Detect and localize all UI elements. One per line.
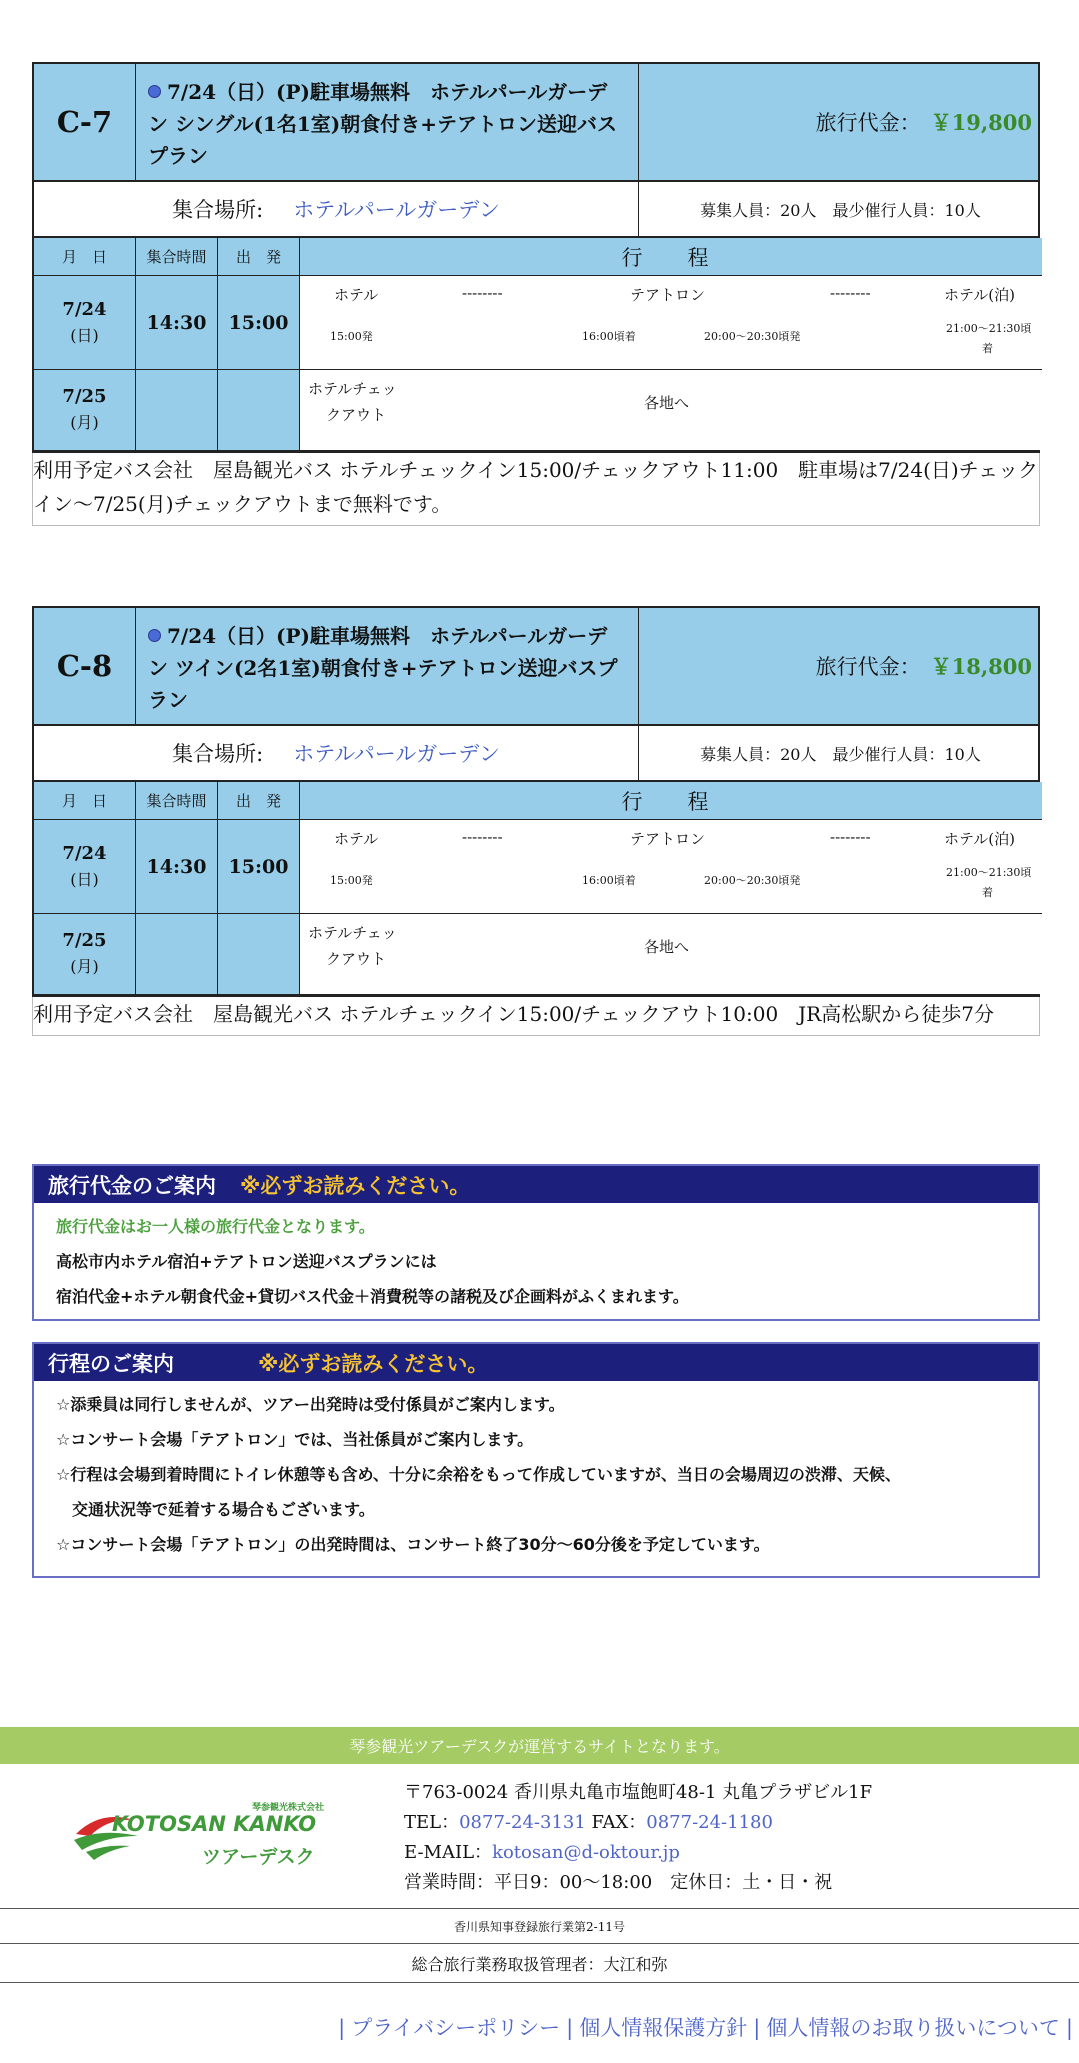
day2-route [300,914,1042,994]
day1-route [300,276,1042,370]
divider [0,1908,1079,1909]
itinerary-info-title: 行程のご案内 [48,1351,174,1376]
privacy-policy-link[interactable]: プライバシーポリシー [351,2016,561,2040]
logo-small-text: 琴参観光株式会社 [252,1803,325,1813]
fax-label: FAX： [585,1812,647,1833]
schedule-table [32,238,1040,453]
price-label: 旅行代金： [815,655,921,679]
dest-text: 各地へ [644,394,690,412]
time-return: 21:00〜21:30頃 [946,866,1032,879]
th-depart: 出 発 [218,238,300,276]
plan-note: 利用予定バス会社 屋島観光バス ホテルチェックイン15:00/チェックアウト10:00 JR高松駅から徒歩7分 [32,997,1040,1036]
meeting-label: 集合場所: [172,742,264,766]
plan-title-text: 7/24（日）(P)駐車場無料 ホテルパールガーデン ツイン(2名1室)朝食付き+テアトロン送迎バスプラン [148,624,618,712]
day2-gather [136,370,218,450]
itinerary-info-body [34,1381,1038,1562]
company-logo[interactable] [72,1800,332,1872]
route-dash: -------- [462,284,503,302]
fee-info-title: 旅行代金のご案内 [48,1173,216,1198]
price-cell [639,608,1042,724]
day2-gather [136,914,218,994]
email-label: E-MAIL： [404,1842,493,1863]
time-return-2: 着 [982,342,993,355]
meeting-cell [34,182,639,236]
th-depart: 出 発 [218,782,300,820]
itinerary-info-heading [34,1344,1038,1381]
day2-date-text: 7/25 [62,930,107,951]
logo-main-text: KOTOSAN KANKO [112,1812,317,1836]
link-separator: | [566,2016,574,2040]
day1-dow: (日) [70,325,99,345]
th-itinerary: 行 程 [300,238,1042,276]
checkout-text: ホテルチェッ [308,380,397,398]
route-dash: -------- [462,828,503,846]
day2-dow: (月) [70,413,99,432]
day2-date [34,914,136,994]
day2-route [300,370,1042,450]
stop-teatron: テアトロン [630,830,706,848]
fee-info-line: 宿泊代金+ホテル朝食代金+貸切バス代金＋消費税等の諸税及び企画料がふくまれます。 [56,1287,689,1306]
fax-link[interactable]: 0877-24-1180 [646,1812,773,1833]
footer-links [332,2012,1079,2042]
tel-label: TEL： [404,1812,460,1833]
company-contact [404,1778,872,1898]
price-label: 旅行代金： [815,111,921,135]
price-cell [639,64,1042,180]
plan-title[interactable] [136,608,639,724]
stop-teatron: テアトロン [630,286,706,304]
plan-title[interactable] [136,64,639,180]
fee-info-box [32,1164,1040,1321]
checkout-text: ホテルチェッ [308,924,397,942]
fee-info-warning: ※必ずお読みください。 [240,1173,471,1198]
capacity-text: 募集人員：20人 最少催行人員：10人 [700,744,981,764]
day2-depart [218,370,300,450]
checkout-text-2: クアウト [326,950,387,968]
day2-dow: (月) [70,957,99,976]
meeting-row [32,726,1040,782]
itinerary-info-line: ☆行程は会場到着時間にトイレ休憩等も含め、十分に余裕をもって作成していますが、当日の会場周辺の渋滞、天候、 [56,1465,901,1484]
day1-route [300,820,1042,914]
itinerary-info-line: ☆コンサート会場「テアトロン」の出発時間は、コンサート終了30分〜60分後を予定しています。 [56,1535,770,1554]
fee-info-heading [34,1166,1038,1203]
manager-text: 総合旅行業務取扱管理者：大江和弥 [411,1954,668,1974]
day2-date-text: 7/25 [62,386,107,407]
price-value: ￥19,800 [930,110,1032,135]
divider [0,1982,1079,1983]
itinerary-info-warning: ※必ずお読みください。 [258,1351,489,1376]
address-text: 〒763-0024 香川県丸亀市塩飽町48-1 丸亀プラザビル1F [404,1782,873,1803]
plan-header [32,606,1040,726]
day1-date-text: 7/24 [62,842,107,864]
dest-text: 各地へ [644,938,690,956]
th-gather: 集合時間 [136,238,218,276]
th-date: 月 日 [34,782,136,820]
plan-c7 [32,62,1040,526]
bullet-icon [148,85,161,98]
route-dash: -------- [830,828,871,846]
registration-text: 香川県知事登録旅行業第2-11号 [454,1919,625,1934]
day1-gather: 14:30 [136,276,218,370]
day1-dow: (日) [70,869,99,889]
time-depart: 15:00発 [330,874,373,887]
day1-date [34,820,136,914]
meeting-row [32,182,1040,238]
meeting-place: ホテルパールガーデン [293,742,500,766]
fee-info-body [34,1203,1038,1314]
route-dash: -------- [830,284,871,302]
plan-header [32,62,1040,182]
itinerary-info-box [32,1342,1040,1578]
meeting-label: 集合場所: [172,198,264,222]
phone-line [404,1808,872,1838]
personal-info-policy-link[interactable]: 個人情報保護方針 [579,2016,748,2040]
itinerary-info-line: ☆コンサート会場「テアトロン」では、当社係員がご案内します。 [56,1430,534,1449]
link-separator: | [753,2016,761,2040]
email-line [404,1838,872,1868]
footer-banner: 琴参観光ツアーデスクが運営するサイトとなります。 [0,1727,1079,1764]
plan-code: C-7 [34,64,136,180]
th-date: 月 日 [34,238,136,276]
itinerary-info-line: ☆添乗員は同行しませんが、ツアー出発時は受付係員がご案内します。 [56,1395,565,1414]
link-separator: | [1065,2016,1073,2040]
link-separator: | [338,2016,346,2040]
day1-date-text: 7/24 [62,298,107,320]
meeting-cell [34,726,639,780]
th-gather: 集合時間 [136,782,218,820]
day2-depart [218,914,300,994]
day2-date [34,370,136,450]
divider [0,1943,1079,1944]
email-link[interactable]: kotosan@d-oktour.jp [492,1842,680,1863]
fee-info-line: 旅行代金はお一人様の旅行代金となります。 [56,1217,375,1236]
time-return: 21:00〜21:30頃 [946,322,1032,335]
bullet-icon [148,629,161,642]
fee-info-line: 高松市内ホテル宿泊+テアトロン送迎バスプランには [56,1252,437,1271]
logo-sub-text: ツアーデスク [202,1846,315,1868]
day1-depart: 15:00 [218,276,300,370]
plan-note: 利用予定バス会社 屋島観光バス ホテルチェックイン15:00/チェックアウト11:00 駐車場は7/24(日)チェックイン〜7/25(月)チェックアウトまで無料です。 [32,453,1040,526]
tel-link[interactable]: 0877-24-3131 [459,1812,586,1833]
plan-code: C-8 [34,608,136,724]
stop-hotel-stay: ホテル(泊) [944,830,1015,848]
itinerary-info-line: 交通状況等で延着する場合もございます。 [56,1500,375,1519]
stop-hotel: ホテル [334,286,379,304]
day1-date [34,276,136,370]
day1-gather: 14:30 [136,820,218,914]
time-leave: 20:00〜20:30頃発 [704,330,801,343]
checkout-text-2: クアウト [326,406,387,424]
schedule-table [32,782,1040,997]
personal-info-handling-link[interactable]: 個人情報のお取り扱いについて [766,2016,1060,2040]
stop-hotel: ホテル [334,830,379,848]
plan-title-text: 7/24（日）(P)駐車場無料 ホテルパールガーデン シングル(1名1室)朝食付き+テアトロン送迎バスプラン [148,80,617,168]
capacity-text: 募集人員：20人 最少催行人員：10人 [700,200,981,220]
time-depart: 15:00発 [330,330,373,343]
time-return-2: 着 [982,886,993,899]
stop-hotel-stay: ホテル(泊) [944,286,1015,304]
meeting-place: ホテルパールガーデン [293,198,500,222]
price-value: ￥18,800 [930,654,1032,679]
business-hours: 営業時間：平日9：00〜18:00 定休日：土・日・祝 [404,1872,833,1893]
plan-c8 [32,606,1040,1036]
time-arrive: 16:00頃着 [582,874,636,887]
time-leave: 20:00〜20:30頃発 [704,874,801,887]
th-itinerary: 行 程 [300,782,1042,820]
day1-depart: 15:00 [218,820,300,914]
time-arrive: 16:00頃着 [582,330,636,343]
